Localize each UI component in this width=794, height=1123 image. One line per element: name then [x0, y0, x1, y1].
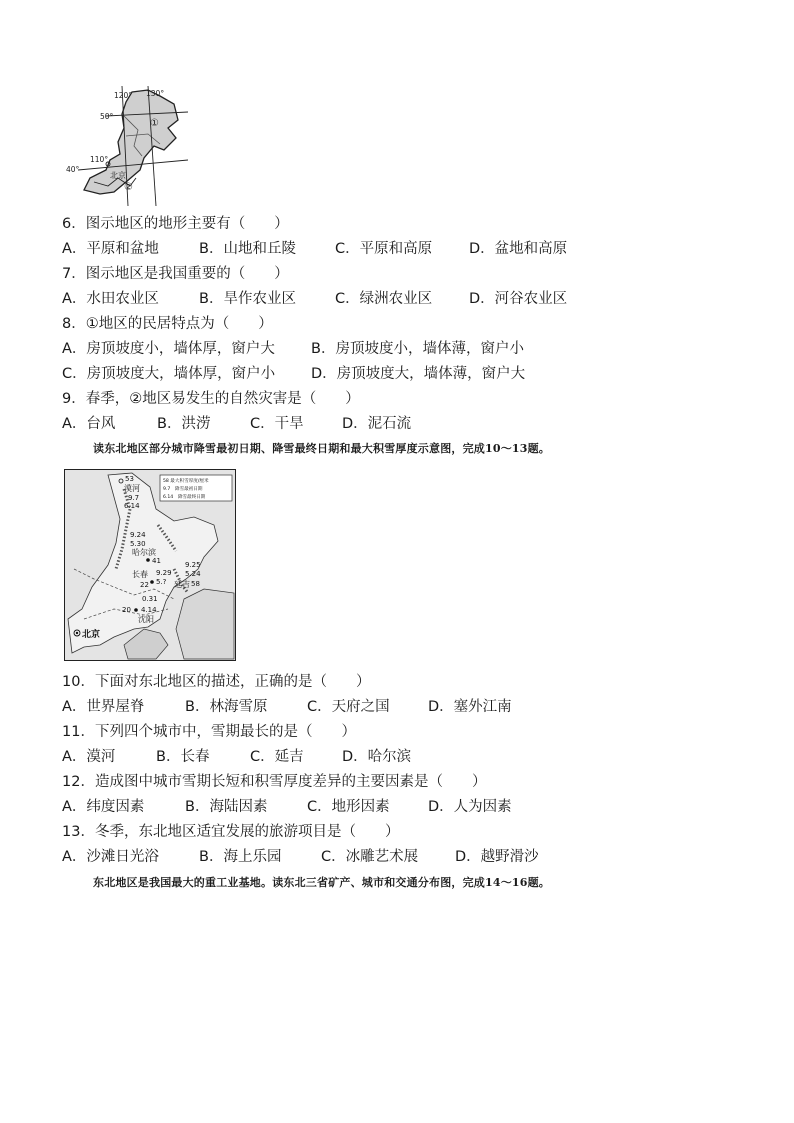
q12-option-d[interactable]: D．人为因素 — [428, 799, 512, 815]
q8-option-a[interactable]: A．房顶坡度小，墙体厚，窗户大 — [62, 341, 275, 357]
question-7-stem: 7．图示地区是我国重要的（ ） — [62, 266, 289, 282]
q8-option-b[interactable]: B．房顶坡度小，墙体薄，窗户小 — [311, 341, 524, 357]
q10-option-b[interactable]: B．林海雪原 — [185, 699, 268, 715]
mohe-last-snow: 6.14 — [124, 502, 140, 510]
lon-130-label: 130° — [146, 89, 165, 98]
lon-110-label: 110° — [90, 155, 109, 164]
yanji-last-snow: 5.24 — [185, 570, 201, 578]
marker-2: ② — [124, 182, 133, 193]
legend-last-snow: 6.14 降雪最终日期 — [163, 495, 206, 500]
q13-option-d[interactable]: D．越野滑沙 — [455, 849, 539, 865]
q13-option-c[interactable]: C．冰雕艺术展 — [321, 849, 419, 865]
yanji-first-snow: 9.25 — [185, 561, 201, 569]
mohe-first-snow: 9.7 — [128, 494, 140, 502]
q9-option-b[interactable]: B．洪涝 — [157, 416, 211, 432]
city-harbin: 哈尔滨 — [132, 548, 156, 557]
shenyang-first-snow: 0.31 — [142, 595, 158, 603]
lat-40-label: 40° — [66, 165, 80, 174]
changchun-first-snow: 9.29 — [156, 569, 172, 577]
mohe-depth: 53 — [125, 475, 134, 483]
legend-first-snow: 9.7 降雪最初日期 — [163, 487, 203, 492]
q10-option-c[interactable]: C．天府之国 — [307, 699, 390, 715]
q11-option-c[interactable]: C．延吉 — [250, 749, 304, 765]
lon-120-label: 120° — [114, 91, 133, 100]
question-13-stem: 13．冬季，东北地区适宜发展的旅游项目是（ ） — [62, 824, 400, 840]
changchun-last-snow: 5.? — [156, 578, 167, 586]
q8-option-c[interactable]: C．房顶坡度大，墙体厚，窗户小 — [62, 366, 276, 382]
q11-option-a[interactable]: A．漠河 — [62, 749, 116, 765]
q13-option-a[interactable]: A．沙滩日光浴 — [62, 849, 159, 865]
harbin-first-snow: 9.24 — [130, 531, 146, 539]
q9-option-c[interactable]: C．干旱 — [250, 416, 304, 432]
shenyang-last-snow: 4.14 — [141, 606, 157, 614]
q12-option-a[interactable]: A．纬度因素 — [62, 799, 145, 815]
q6-option-d[interactable]: D．盆地和高原 — [469, 241, 568, 257]
northeast-region-map — [64, 86, 188, 206]
changchun-depth: 22 — [140, 581, 149, 589]
harbin-last-snow: 5.30 — [130, 540, 146, 548]
yanji-depth: 58 — [191, 580, 200, 588]
q7-option-d[interactable]: D．河谷农业区 — [469, 291, 568, 307]
city-mohe: 漠河 — [124, 484, 140, 493]
q7-option-a[interactable]: A．水田农业区 — [62, 291, 159, 307]
city-yanji: 延吉 — [174, 580, 190, 589]
q7-option-c[interactable]: C．绿洲农业区 — [335, 291, 433, 307]
harbin-depth: 41 — [152, 557, 161, 565]
question-8-stem: 8．①地区的民居特点为（ ） — [62, 316, 273, 332]
q11-option-d[interactable]: D．哈尔滨 — [342, 749, 412, 765]
q12-option-b[interactable]: B．海陆因素 — [185, 799, 268, 815]
question-12-stem: 12．造成图中城市雪期长短和积雪厚度差异的主要因素是（ ） — [62, 774, 487, 790]
q6-option-b[interactable]: B．山地和丘陵 — [199, 241, 296, 257]
intro-text-14-16: 东北地区是我国最大的重工业基地。读东北三省矿产、城市和交通分布图，完成14～16题。 — [93, 876, 551, 889]
shenyang-depth: 20 — [122, 606, 131, 614]
q10-option-d[interactable]: D．塞外江南 — [428, 699, 512, 715]
q8-option-d[interactable]: D．房顶坡度大，墙体薄，窗户大 — [311, 366, 526, 382]
question-6-stem: 6．图示地区的地形主要有（ ） — [62, 216, 289, 232]
city-changchun: 长春 — [132, 570, 148, 579]
q13-option-b[interactable]: B．海上乐园 — [199, 849, 282, 865]
q6-option-a[interactable]: A．平原和盆地 — [62, 241, 159, 257]
snowfall-map — [64, 469, 236, 661]
city-beijing: 北京 — [82, 630, 101, 640]
city-beijing-label: 北京 — [110, 171, 126, 180]
lat-50-label: 50° — [100, 112, 114, 121]
question-11-stem: 11．下列四个城市中，雪期最长的是（ ） — [62, 724, 356, 740]
legend-snow-depth: 58 最大积雪厚度/厘米 — [163, 479, 209, 484]
q11-option-b[interactable]: B．长春 — [156, 749, 210, 765]
q9-option-a[interactable]: A．台风 — [62, 416, 116, 432]
q12-option-c[interactable]: C．地形因素 — [307, 799, 390, 815]
question-9-stem: 9．春季，②地区易发生的自然灾害是（ ） — [62, 391, 360, 407]
question-10-stem: 10．下面对东北地区的描述，正确的是（ ） — [62, 674, 371, 690]
city-shenyang: 沈阳 — [138, 615, 154, 624]
q7-option-b[interactable]: B．旱作农业区 — [199, 291, 296, 307]
q10-option-a[interactable]: A．世界屋脊 — [62, 699, 145, 715]
marker-1: ① — [150, 118, 159, 129]
q9-option-d[interactable]: D．泥石流 — [342, 416, 412, 432]
intro-text-10-13: 读东北地区部分城市降雪最初日期、降雪最终日期和最大积雪厚度示意图，完成10～13题。 — [93, 442, 551, 455]
q6-option-c[interactable]: C．平原和高原 — [335, 241, 433, 257]
